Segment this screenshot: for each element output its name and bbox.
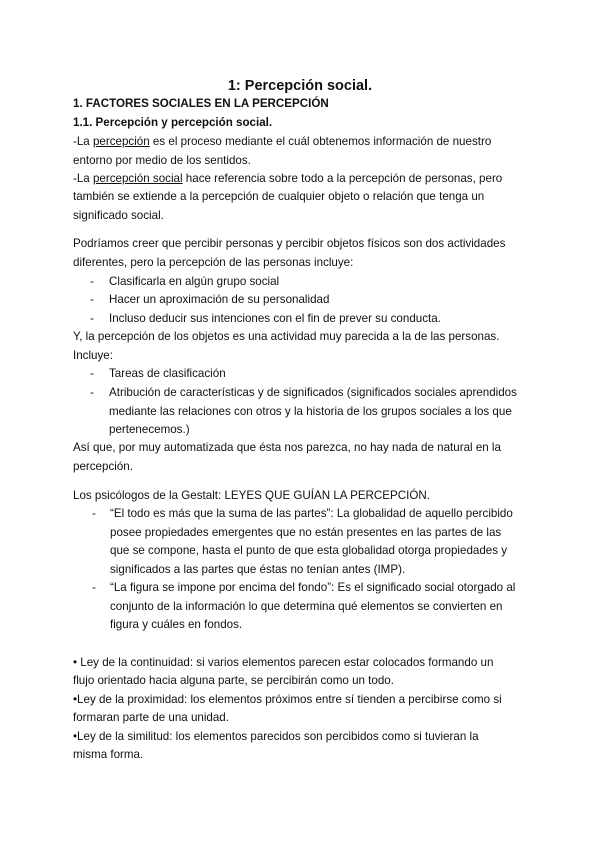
gestalt-item-cont: conjunto de la información lo que determina qué elementos se convierten en (110, 600, 503, 613)
def-term-percepcion: percepción (92, 135, 150, 148)
gestalt-item-cont: que se compone, hasta el punto de que esta globalidad otorga propiedades y (110, 544, 508, 557)
gestalt-item-cont: significados a las partes que éstas no tenían antes (IMP). (110, 563, 406, 576)
definition-social-perception-cont: también se extiende a la percepción de cualquier objeto o relación que tenga un (73, 190, 485, 203)
list-dash: - (90, 275, 94, 288)
paragraph-line: diferentes, pero la percepción de las personas incluye: (73, 256, 354, 269)
law-line: formaran parte de una unidad. (73, 711, 229, 724)
list-dash: - (92, 507, 96, 520)
definition-perception (73, 135, 491, 149)
list-dash: - (90, 367, 94, 380)
list-item: Incluso deducir sus intenciones con el fin de prever su conducta. (109, 312, 441, 325)
list-item: Atribución de características y de significados (significados sociales aprendidos (109, 386, 517, 399)
list-item: Hacer un aproximación de su personalidad (109, 293, 330, 306)
list-dash: - (92, 581, 96, 594)
list-item: Tareas de clasificación (109, 367, 226, 380)
gestalt-item-cont: figura y cuáles en fondos. (110, 618, 243, 631)
def-text: es el proceso mediante el cuál obtenemos información de nuestro (149, 135, 492, 148)
list-item: Clasificarla en algún grupo social (109, 275, 280, 288)
gestalt-intro: Los psicólogos de la Gestalt: LEYES QUE GUÍAN LA PERCEPCIÓN. (73, 489, 430, 502)
list-dash: - (90, 293, 94, 306)
list-item-cont: mediante las relaciones con otros y la historia de los grupos sociales a los que (109, 405, 512, 418)
law-line: flujo orientado hacia alguna parte, se percibirán como un todo. (73, 674, 394, 687)
def-term-percepcion-social: percepción social (92, 172, 183, 185)
subsection-heading: 1.1. Percepción y percepción social. (73, 116, 273, 129)
definition-social-perception (73, 172, 502, 186)
def-prefix: -La (73, 135, 93, 148)
paragraph-line: Podríamos creer que percibir personas y percibir objetos físicos son dos actividades (73, 237, 506, 250)
gestalt-item-cont: posee propiedades emergentes que no están presentes en las partes de las (110, 526, 502, 539)
paragraph-line: Incluye: (73, 349, 113, 362)
definition-social-perception-cont: significado social. (73, 209, 164, 222)
def-text: hace referencia sobre todo a la percepción de personas, pero (182, 172, 503, 185)
definition-perception-cont: entorno por medio de los sentidos. (73, 154, 251, 167)
list-item-cont: pertenecemos.) (109, 423, 190, 436)
gestalt-item: “El todo es más que la suma de las partes”: La globalidad de aquello percibido (110, 507, 513, 520)
paragraph-line: Así que, por muy automatizada que ésta nos parezca, no hay nada de natural en la (73, 441, 501, 454)
def-prefix: -La (73, 172, 93, 185)
law-line: •Ley de la proximidad: los elementos próximos entre sí tienden a percibirse como si (73, 693, 502, 706)
law-line: • Ley de la continuidad: si varios elementos parecen estar colocados formando un (73, 656, 494, 669)
gestalt-item: “La figura se impone por encima del fondo”: Es el significado social otorgado al (110, 581, 516, 594)
section-heading: 1. FACTORES SOCIALES EN LA PERCEPCIÓN (73, 97, 329, 110)
paragraph-line: percepción. (73, 460, 133, 473)
page-title: 1: Percepción social. (227, 78, 373, 94)
list-dash: - (90, 312, 94, 325)
paragraph-line: Y, la percepción de los objetos es una actividad muy parecida a la de las personas. (73, 330, 500, 343)
law-line: misma forma. (73, 748, 144, 761)
list-dash: - (90, 386, 94, 399)
law-line: •Ley de la similitud: los elementos parecidos son percibidos como si tuvieran la (73, 730, 479, 743)
